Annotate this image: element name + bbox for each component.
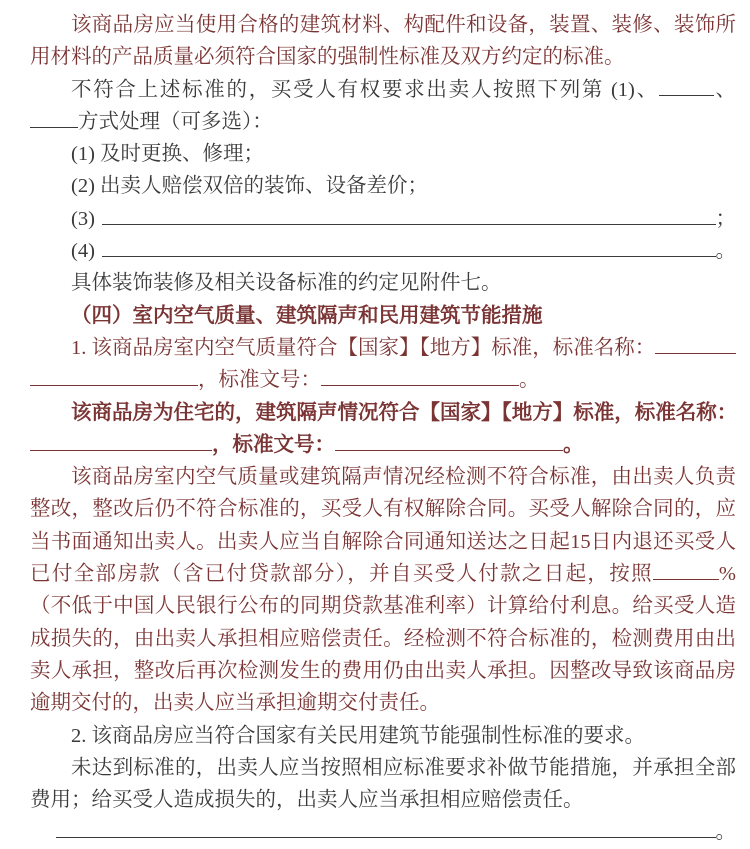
item-text: (1) 及时更换、修理； <box>71 143 265 166</box>
standard-number-blank[interactable] <box>335 450 563 451</box>
clause-text: 该商品房为住宅的，建筑隔声情况符合【国家】【地方】标准，标准名称： <box>71 401 738 424</box>
clause-text: ，标准文号： <box>212 433 335 456</box>
standard-name-blank-cont[interactable] <box>30 385 198 386</box>
clause-noncompliance-remedies <box>30 461 736 719</box>
remedy-item-4 <box>30 235 736 267</box>
clause-punctuation: 。 <box>519 369 540 392</box>
clause-text: 方式处理（可多选）： <box>78 110 273 133</box>
clause-attachment-note <box>30 267 736 299</box>
clause-text: 不符合上述标准的，买受人有权要求出卖人按照下列第 (1)、 <box>71 78 659 101</box>
clause-air-quality-line2 <box>30 364 736 396</box>
item-label: (4) <box>71 240 95 263</box>
remedy-item-3-blank[interactable] <box>102 224 716 225</box>
remedy-item-4-blank[interactable] <box>102 256 716 257</box>
clause-text: 2. 该商品房应当符合国家有关民用建筑节能强制性标准的要求。 <box>71 724 645 747</box>
standard-name-blank[interactable] <box>655 353 736 354</box>
clause-punctuation: 。 <box>563 433 584 456</box>
trailing-blank[interactable] <box>56 837 716 838</box>
item-punctuation: 。 <box>715 240 736 263</box>
clause-text: 未达到标准的，出卖人应当按照相应标准要求补做节能措施，并承担全部费用；给买受人造成损失的，出卖人应当承担相应赔偿责任。 <box>30 756 736 812</box>
clause-text: 具体装饰装修及相关设备标准的约定见附件七。 <box>71 272 502 295</box>
clause-sound-insulation-line2 <box>30 429 736 461</box>
clause-energy-saving <box>30 720 736 752</box>
heading-text: （四）室内空气质量、建筑隔声和民用建筑节能措施 <box>71 304 543 327</box>
item-label: (3) <box>71 207 95 230</box>
clause-building-materials <box>30 9 736 74</box>
trailing-fill-in-line <box>30 816 736 848</box>
clause-remedy-intro <box>30 74 736 139</box>
separator-text: 、 <box>713 78 737 101</box>
clause-punctuation: 。 <box>715 821 736 844</box>
clause-text: 1. 该商品房室内空气质量符合【国家】【地方】标准，标准名称： <box>71 336 656 359</box>
clause-energy-remedy <box>30 752 736 817</box>
remedy-choice-blank-2[interactable] <box>30 127 78 128</box>
remedy-item-2 <box>30 170 736 202</box>
remedy-item-3 <box>30 203 736 235</box>
interest-rate-blank[interactable] <box>653 579 719 580</box>
clause-text: 该商品房室内空气质量或建筑隔声情况经检测不符合标准，由出卖人负责整改，整改后仍不符合标准的，买受人有权解除合同。买受人解除合同的，应当书面通知出卖人。出卖人应当自解除合同通知送达之日起15日内退还买受人已付全部房款（含已付贷款部分），并自买受人付款之日起，按照 <box>30 466 736 586</box>
remedy-item-1 <box>30 138 736 170</box>
clause-text: ，标准文号： <box>198 369 321 392</box>
item-punctuation: ； <box>715 207 736 230</box>
standard-name-blank-cont[interactable] <box>30 450 212 451</box>
clause-text: %（不低于中国人民银行公布的同期贷款基准利率）计算给付利息。给买受人造成损失的，由出卖人承担相应赔偿责任。经检测不符合标准的，检测费用由出卖人承担，整改后再次检测发生的费用仍由出卖人承担。因整改导致该商品房逾期交付的，出卖人应当承担逾期交付责任。 <box>30 563 736 715</box>
clause-air-quality-line1 <box>30 332 736 364</box>
section-heading-4 <box>30 300 736 332</box>
clause-sound-insulation-line1 <box>30 397 736 429</box>
clause-text: 该商品房应当使用合格的建筑材料、构配件和设备，装置、装修、装饰所用材料的产品质量必须符合国家的强制性标准及双方约定的标准。 <box>30 14 736 69</box>
standard-number-blank[interactable] <box>321 385 519 386</box>
item-text: (2) 出卖人赔偿双倍的装饰、设备差价； <box>71 175 429 198</box>
remedy-choice-blank-1[interactable] <box>659 95 714 96</box>
